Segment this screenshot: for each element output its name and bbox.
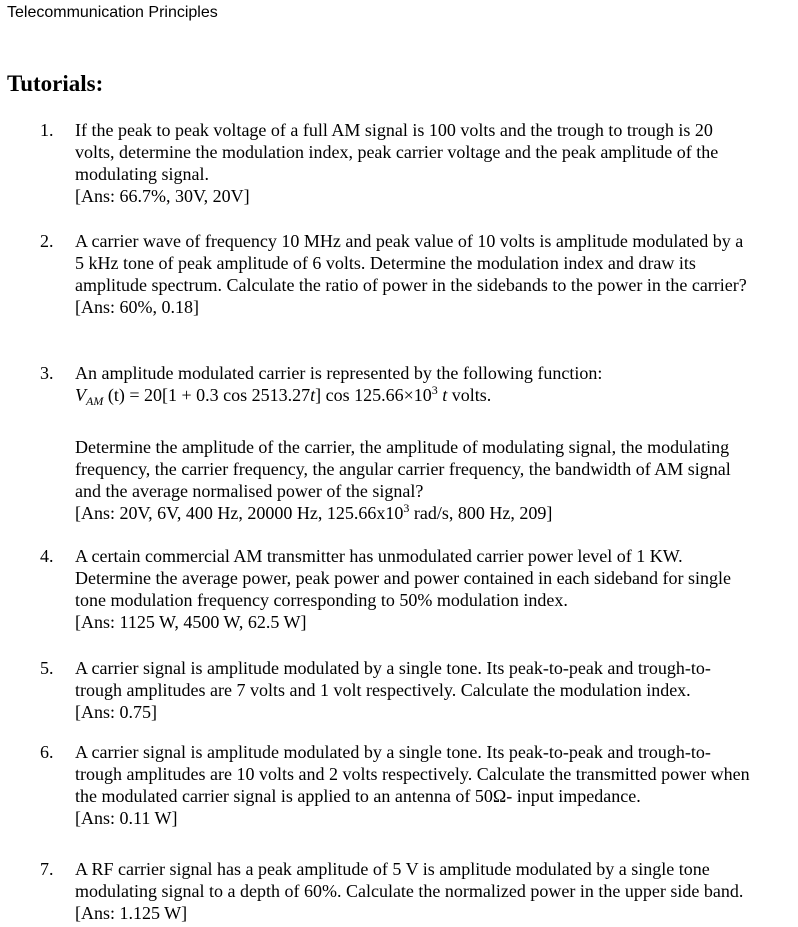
question-line: trough amplitudes are 7 volts and 1 volt respectively. Calculate the modulation index. [75, 680, 691, 700]
question-number: 6. [40, 742, 54, 762]
question-body [75, 230, 747, 318]
question-body [75, 119, 718, 207]
question-line: [Ans: 0.11 W] [75, 808, 178, 828]
question-line: A carrier wave of frequency 10 MHz and peak value of 10 volts is amplitude modulated by a [75, 231, 744, 251]
question-number: 3. [40, 363, 54, 383]
section-title: Tutorials: [7, 71, 104, 96]
question-line: A certain commercial AM transmitter has unmodulated carrier power level of 1 KW. [75, 546, 683, 566]
question-line: volts, determine the modulation index, peak carrier voltage and the peak amplitude of the [75, 142, 719, 162]
question-body [75, 741, 750, 829]
question-line: trough amplitudes are 10 volts and 2 volts respectively. Calculate the transmitted power when [75, 764, 750, 784]
question-line: An amplitude modulated carrier is represented by the following function: [75, 363, 603, 383]
question-line: [Ans: 66.7%, 30V, 20V] [75, 186, 250, 206]
question-line: Determine the average power, peak power and power contained in each sideband for single [75, 568, 732, 588]
question-line: Determine the amplitude of the carrier, the amplitude of modulating signal, the modulating [75, 437, 730, 457]
question-line: amplitude spectrum. Calculate the ratio of power in the sidebands to the power in the carrier? [75, 275, 747, 295]
answer-exponent: 3 [403, 501, 410, 515]
answer-part: [Ans: 20V, 6V, 400 Hz, 20000 Hz, 125.66x10 [75, 503, 404, 523]
question-number: 7. [40, 859, 54, 879]
question-line: [Ans: 1.125 W] [75, 903, 188, 923]
equation-exponent: 3 [431, 383, 438, 397]
equation-variable: t [437, 385, 448, 405]
question-line: tone modulation frequency corresponding to 50% modulation index. [75, 590, 568, 610]
question-line: and the average normalised power of the signal? [75, 481, 424, 501]
question-line: [Ans: 1125 W, 4500 W, 62.5 W] [75, 612, 307, 632]
equation-part: volts. [447, 385, 492, 405]
question-body [75, 858, 743, 924]
question-line: A carrier signal is amplitude modulated by a single tone. Its peak-to-peak and trough-to- [75, 658, 711, 678]
question-line: modulating signal to a depth of 60%. Calculate the normalized power in the upper side band. [75, 881, 744, 901]
answer-part: rad/s, 800 Hz, 209] [409, 503, 553, 523]
question-body [75, 657, 711, 723]
question-line: 5 kHz tone of peak amplitude of 6 volts. Determine the modulation index and draw its [75, 253, 696, 273]
question-line: [Ans: 0.75] [75, 702, 157, 722]
equation-symbol: V [75, 385, 86, 405]
equation [75, 384, 731, 406]
question-body [75, 362, 731, 524]
question-number: 2. [40, 231, 54, 251]
question-line: [Ans: 60%, 0.18] [75, 297, 199, 317]
question-line: modulating signal. [75, 164, 209, 184]
question-line: If the peak to peak voltage of a full AM signal is 100 volts and the trough to trough is 20 [75, 120, 713, 140]
question-line: A RF carrier signal has a peak amplitude of 5 V is amplitude modulated by a single tone [75, 859, 710, 879]
question-line: frequency, the carrier frequency, the angular carrier frequency, the bandwidth of AM signal [75, 459, 731, 479]
question-line: the modulated carrier signal is applied to an antenna of 50Ω- input impedance. [75, 786, 641, 806]
question-number: 1. [40, 120, 54, 140]
equation-part: (t) = 20[1 + 0.3 cos 2513.27 [103, 385, 311, 405]
equation-variable: t [310, 385, 316, 405]
equation-subscript: AM [86, 394, 104, 408]
question-number: 5. [40, 658, 54, 678]
equation-part: ] cos 125.66×10 [315, 385, 432, 405]
question-line: A carrier signal is amplitude modulated by a single tone. Its peak-to-peak and trough-to- [75, 742, 711, 762]
answer-line [75, 502, 731, 524]
question-body [75, 545, 731, 633]
document-header: Telecommunication Principles [7, 4, 218, 21]
question-number: 4. [40, 546, 54, 566]
